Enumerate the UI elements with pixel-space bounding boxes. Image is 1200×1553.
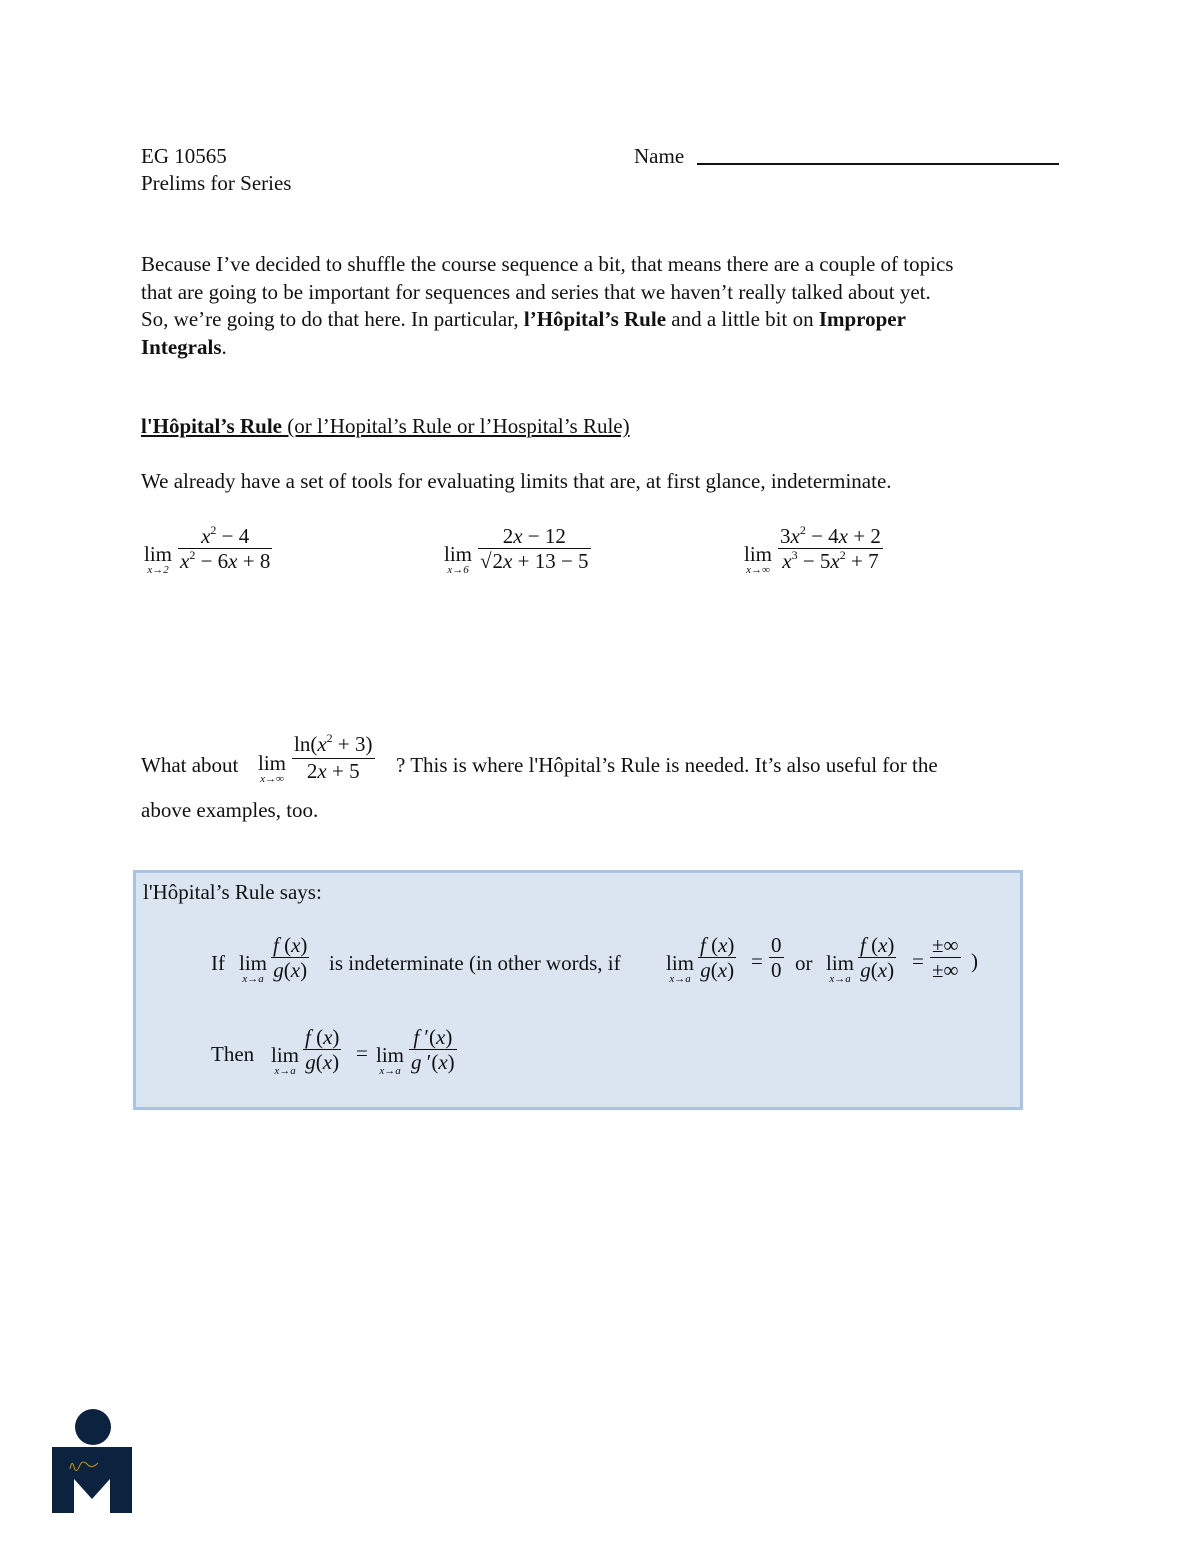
intro-line-1: Because I’ve decided to shuffle the course sequence a bit, that means there are a couple of topics [141, 252, 954, 276]
lim-operator: lim x→∞ [744, 542, 773, 576]
course-code: EG 10565 [141, 144, 227, 168]
fraction: $3x^2 - 4x + 2$ $x^3 - 5x^2 + 7$ [780, 523, 881, 573]
intro-paragraph [141, 251, 953, 361]
intro-text: So, we’re going to do that here. In particular, [141, 307, 524, 331]
what-about-continuation: ? This is where l'Hôpital’s Rule is needed. It’s also useful for the [396, 753, 938, 777]
fraction: 2x − 12 √2x + 13 − 5 [480, 524, 589, 573]
fraction: $\ln(x^2 + 3)$ 2x + 5 [294, 731, 373, 783]
then-label: Then [211, 1042, 255, 1066]
if-label: If [211, 951, 225, 975]
term-integrals: Integrals [141, 334, 222, 359]
document-subtitle: Prelims for Series [141, 171, 292, 195]
lim-operator: lim x→2 [144, 542, 173, 576]
what-about-text: What about [141, 753, 239, 777]
lim-operator: lim x→∞ [258, 751, 287, 785]
what-about-line-2: above examples, too. [141, 798, 319, 822]
section-heading-bold: l'Hôpital’s Rule [141, 414, 282, 438]
university-logo [52, 1407, 132, 1513]
term-improper: Improper [818, 307, 906, 331]
fraction: $x^2 - 4$ $x^2 - 6x + 8$ [180, 523, 271, 573]
intro-line-2: that are going to be important for sequences and series that we haven’t really talked about yet. [141, 279, 931, 304]
tools-sentence: We already have a set of tools for evaluating limits that are, at first glance, indeterminate. [141, 469, 892, 493]
indeterminate-text: is indeterminate (in other words, if [329, 951, 621, 975]
intro-period: . [221, 334, 227, 359]
lim-operator: lim x→6 [444, 542, 473, 576]
intro-line-4 [141, 334, 953, 362]
name-label: Name [634, 144, 685, 168]
rule-box-title: l'Hôpital’s Rule says: [143, 880, 322, 904]
rule-callout-box: l'Hôpital’s Rule says: If lim x→a f (x) g(x) is indeterminate (in other words, if lim x→a f (x) g(x) = 0 0 or lim x→a f (x) g(x) = ±∞ ±∞ ) Then lim x→a f (x) g(x) = lim x→a f ′(x) g ′(x) [133, 870, 1023, 1110]
section-heading [141, 413, 630, 440]
intro-text: and a little bit on [666, 307, 819, 331]
term-lhopital: l’Hôpital’s Rule [523, 307, 667, 331]
name-blank-line [697, 163, 1059, 165]
or-label: or [795, 951, 813, 975]
intro-line-3 [141, 306, 953, 334]
section-heading-rest: (or l’Hopital’s Rule or l’Hospital’s Rule) [281, 414, 630, 438]
